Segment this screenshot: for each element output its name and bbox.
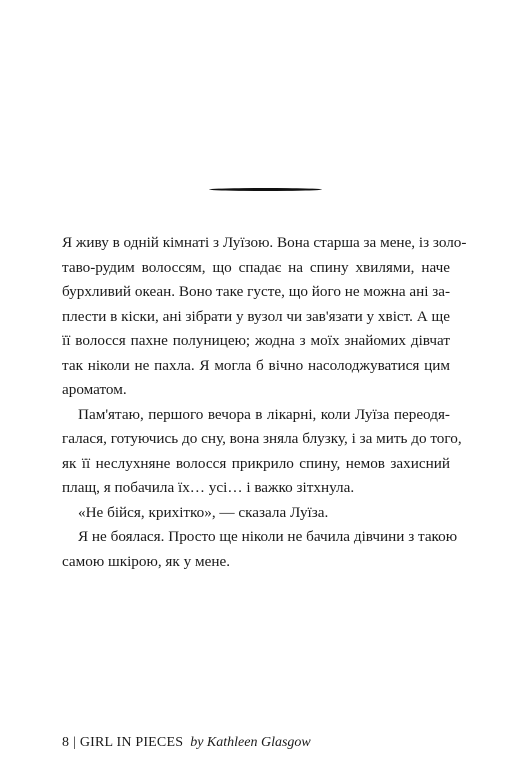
text-line: ароматом. [62, 381, 127, 398]
page-number: 8 [62, 735, 69, 750]
text-line: плащ, я побачила їх… усі… і важко зітхнула. [62, 479, 355, 496]
text-line: так ніколи не пахла. Я могла б вічно насолоджуватися цим [62, 356, 450, 374]
text-line: таво-рудим волоссям, що спадає на спину хвилями, наче [62, 258, 450, 276]
text-line: плести в кіски, ані зібрати у вузол чи зав'язати у хвіст. А ще [62, 307, 450, 325]
body-text [62, 231, 467, 574]
text-line: Пам'ятаю, першого вечора в лікарні, коли Луїза переодя- [78, 405, 450, 423]
text-line: самою шкірою, як у мене. [62, 552, 231, 570]
section-divider [209, 188, 322, 191]
footer-separator: | [73, 735, 76, 750]
text-line: бурхливий океан. Воно таке густе, що його не можна ані за- [62, 283, 451, 300]
book-author: by Kathleen Glasgow [190, 735, 311, 750]
page-footer [62, 735, 311, 751]
text-line: Я живу в одній кімнаті з Луїзою. Вона старша за мене, із золо- [62, 234, 467, 251]
text-line: «Не бійся, крихітко», — сказала Луїза. [78, 503, 329, 521]
text-line: як її неслухняне волосся прикрило спину, немов захисний [62, 454, 450, 472]
text-line: Я не боялася. Просто ще ніколи не бачила дівчини з такою [78, 528, 458, 545]
text-line: галася, готуючись до сну, вона зняла блузку, і за мить до того, [62, 430, 462, 447]
book-title: GIRL IN PIECES [79, 735, 184, 750]
text-line: її волосся пахне полуницею; жодна з моїх знайомих дівчат [62, 332, 450, 349]
